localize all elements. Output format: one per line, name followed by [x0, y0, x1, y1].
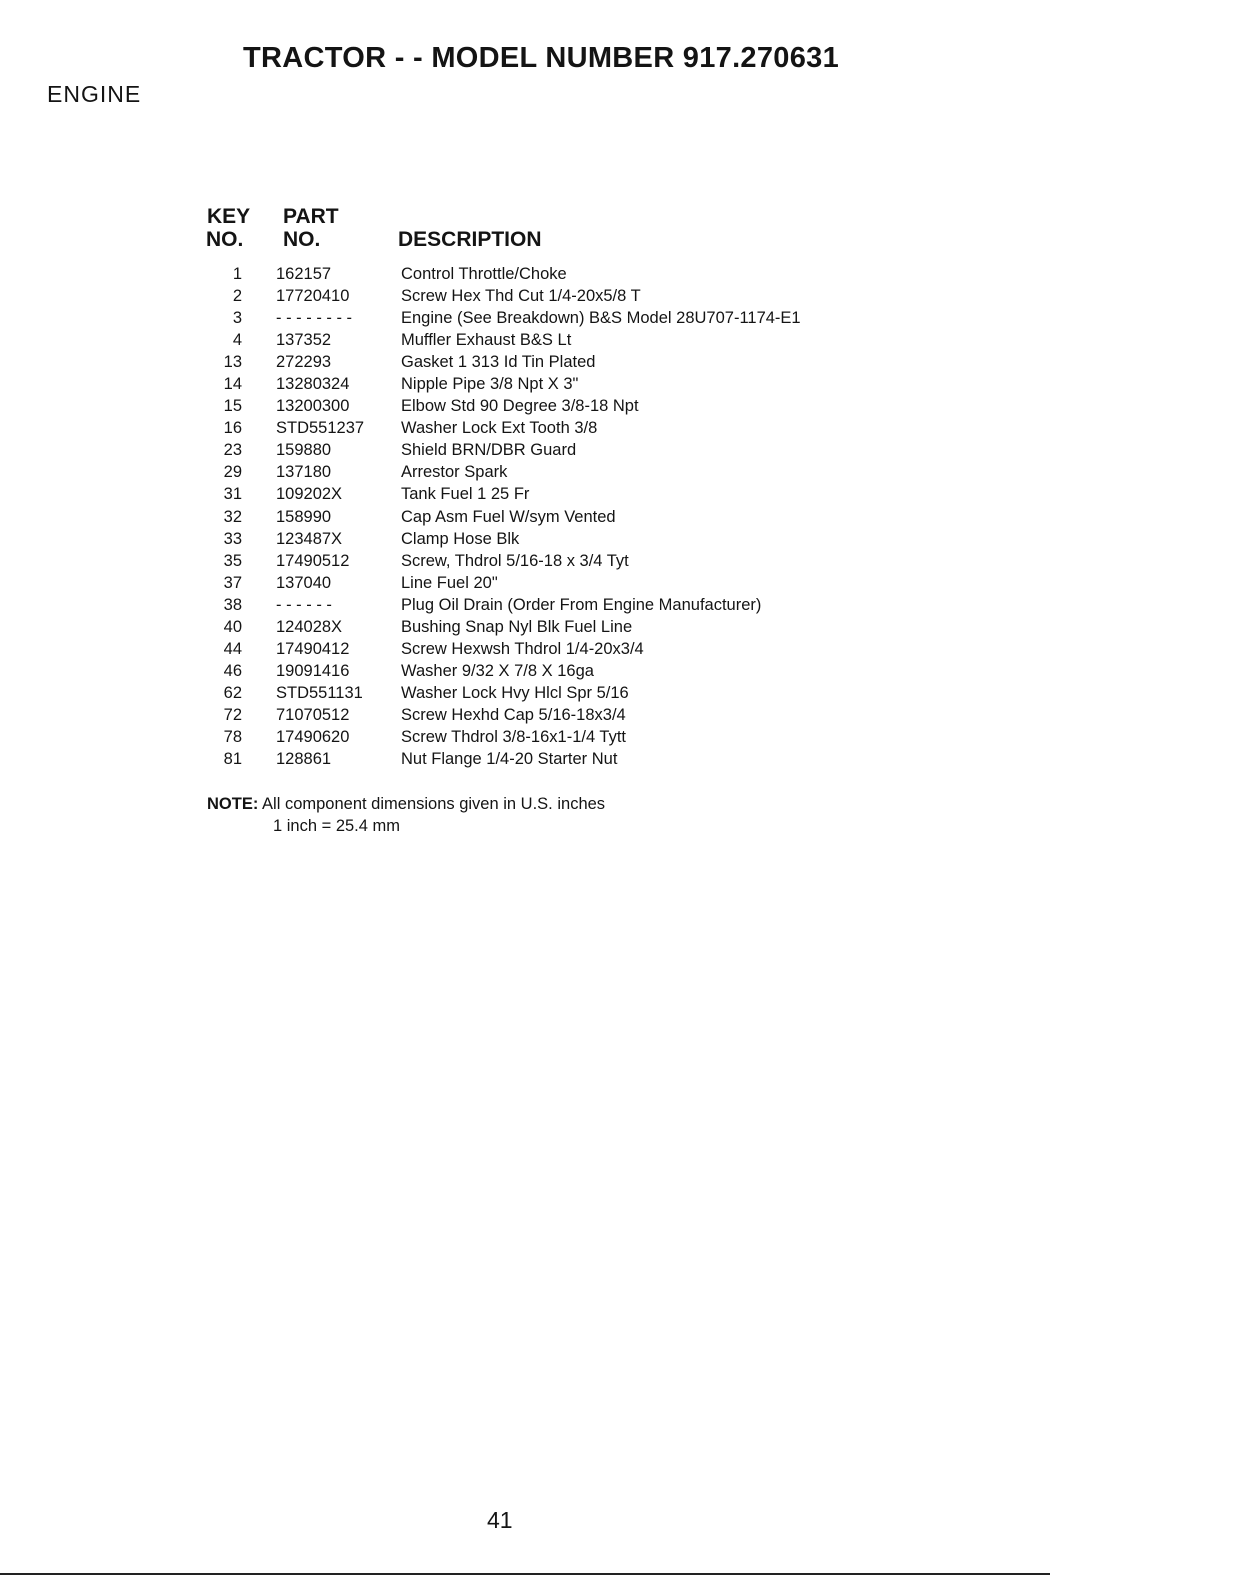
part-number-cell: 71070512 — [276, 705, 350, 724]
part-number-cell: 137352 — [276, 331, 332, 350]
section-label: ENGINE — [47, 81, 142, 107]
table-row — [0, 461, 1245, 483]
description-cell: Screw, Thdrol 5/16-18 x 3/4 Tyt — [401, 551, 629, 570]
table-row — [0, 550, 1245, 572]
description-cell: Nut Flange 1/4-20 Starter Nut — [401, 750, 618, 769]
table-row — [0, 307, 1245, 329]
note-label: NOTE: — [207, 795, 259, 813]
table-row — [0, 329, 1245, 351]
description-cell: Cap Asm Fuel W/sym Vented — [401, 507, 616, 526]
key-cell: 29 — [223, 463, 242, 482]
part-number-cell: 124028X — [276, 617, 343, 636]
description-cell: Washer Lock Hvy Hlcl Spr 5/16 — [401, 683, 629, 702]
part-number-cell: - - - - - - — [276, 595, 332, 614]
part-number-cell: STD551131 — [276, 683, 363, 702]
description-cell: Control Throttle/Choke — [401, 265, 567, 283]
description-cell: Gasket 1 313 Id Tin Plated — [401, 353, 596, 372]
table-row — [0, 704, 1245, 726]
part-number-cell: 128861 — [276, 750, 332, 769]
key-header-line2: NO. — [206, 228, 244, 251]
key-cell: 81 — [223, 750, 242, 769]
part-number-cell: 17490512 — [276, 551, 350, 570]
key-cell: 23 — [223, 441, 242, 460]
part-number-cell: 123487X — [276, 529, 343, 548]
part-number-cell: 17720410 — [276, 287, 350, 306]
key-cell: 46 — [223, 661, 242, 680]
table-row — [0, 439, 1245, 461]
key-cell: 33 — [223, 529, 242, 548]
key-cell: 32 — [223, 507, 242, 526]
key-cell: 13 — [223, 353, 242, 372]
description-cell: Elbow Std 90 Degree 3/8-18 Npt — [401, 397, 639, 416]
table-row — [0, 748, 1245, 770]
table-row — [0, 506, 1245, 528]
description-cell: Nipple Pipe 3/8 Npt X 3" — [401, 375, 579, 394]
description-cell: Shield BRN/DBR Guard — [401, 441, 577, 460]
key-cell: 72 — [223, 705, 242, 724]
description-cell: Plug Oil Drain (Order From Engine Manufacturer) — [401, 595, 762, 614]
parts-table — [0, 263, 1245, 770]
key-cell: 1 — [232, 265, 242, 283]
description-cell: Engine (See Breakdown) B&S Model 28U707-1174-E1 — [401, 309, 801, 328]
key-cell: 44 — [223, 639, 242, 658]
description-cell: Screw Hexwsh Thdrol 1/4-20x3/4 — [401, 639, 644, 658]
part-number-cell: 17490620 — [276, 727, 350, 746]
part-number-cell: 159880 — [276, 441, 332, 460]
key-cell: 35 — [223, 551, 242, 570]
key-cell: 15 — [223, 397, 242, 416]
description-cell: Tank Fuel 1 25 Fr — [401, 485, 530, 504]
key-cell: 78 — [223, 727, 242, 746]
table-row — [0, 572, 1245, 594]
description-cell: Screw Hex Thd Cut 1/4-20x5/8 T — [401, 287, 641, 306]
table-row — [0, 682, 1245, 704]
description-cell: Washer Lock Ext Tooth 3/8 — [401, 419, 598, 438]
key-cell: 14 — [223, 375, 242, 394]
part-number-cell: 162157 — [276, 265, 332, 283]
page-title: TRACTOR - - MODEL NUMBER 917.270631 — [243, 42, 840, 74]
table-row — [0, 528, 1245, 550]
part-number-cell: 13280324 — [276, 375, 350, 394]
description-cell: Muffler Exhaust B&S Lt — [401, 331, 572, 350]
description-cell: Clamp Hose Blk — [401, 529, 520, 548]
description-cell: Arrestor Spark — [401, 463, 508, 482]
part-number-cell: 137180 — [276, 463, 332, 482]
table-row — [0, 594, 1245, 616]
part-header-line2: NO. — [283, 228, 321, 251]
table-row — [0, 638, 1245, 660]
description-cell: Washer 9/32 X 7/8 X 16ga — [401, 661, 594, 680]
bottom-rule — [0, 1573, 1050, 1575]
table-row — [0, 373, 1245, 395]
table-row — [0, 483, 1245, 505]
table-row — [0, 285, 1245, 307]
part-header-line1: PART — [283, 205, 339, 228]
key-cell: 4 — [232, 331, 242, 350]
table-row — [0, 351, 1245, 373]
note-text: All component dimensions given in U.S. inches — [262, 795, 606, 813]
note — [207, 793, 605, 815]
key-cell: 62 — [223, 683, 242, 702]
key-cell: 37 — [223, 573, 242, 592]
part-number-cell: 109202X — [276, 485, 343, 504]
table-row — [0, 263, 1245, 285]
key-cell: 38 — [223, 595, 242, 614]
part-number-cell: 13200300 — [276, 397, 350, 416]
part-number-cell: - - - - - - - - — [276, 309, 353, 328]
key-cell: 2 — [232, 287, 242, 306]
description-cell: Line Fuel 20" — [401, 573, 498, 592]
part-number-cell: 158990 — [276, 507, 332, 526]
page-number: 41 — [487, 1507, 513, 1533]
part-number-cell: 17490412 — [276, 639, 350, 658]
part-number-cell: 19091416 — [276, 661, 350, 680]
description-cell: Screw Thdrol 3/8-16x1-1/4 Tytt — [401, 727, 626, 746]
table-row — [0, 395, 1245, 417]
table-row — [0, 616, 1245, 638]
key-header-line1: KEY — [207, 205, 251, 228]
description-header: DESCRIPTION — [398, 228, 542, 251]
key-cell: 16 — [223, 419, 242, 438]
part-number-cell: 137040 — [276, 573, 332, 592]
key-cell: 3 — [232, 309, 242, 328]
table-row — [0, 726, 1245, 748]
part-number-cell: STD551237 — [276, 419, 365, 438]
description-cell: Bushing Snap Nyl Blk Fuel Line — [401, 617, 633, 636]
note-conversion: 1 inch = 25.4 mm — [273, 817, 401, 835]
description-cell: Screw Hexhd Cap 5/16-18x3/4 — [401, 705, 626, 724]
table-row — [0, 660, 1245, 682]
key-cell: 40 — [223, 617, 242, 636]
part-number-cell: 272293 — [276, 353, 332, 372]
key-cell: 31 — [223, 485, 242, 504]
table-row — [0, 417, 1245, 439]
